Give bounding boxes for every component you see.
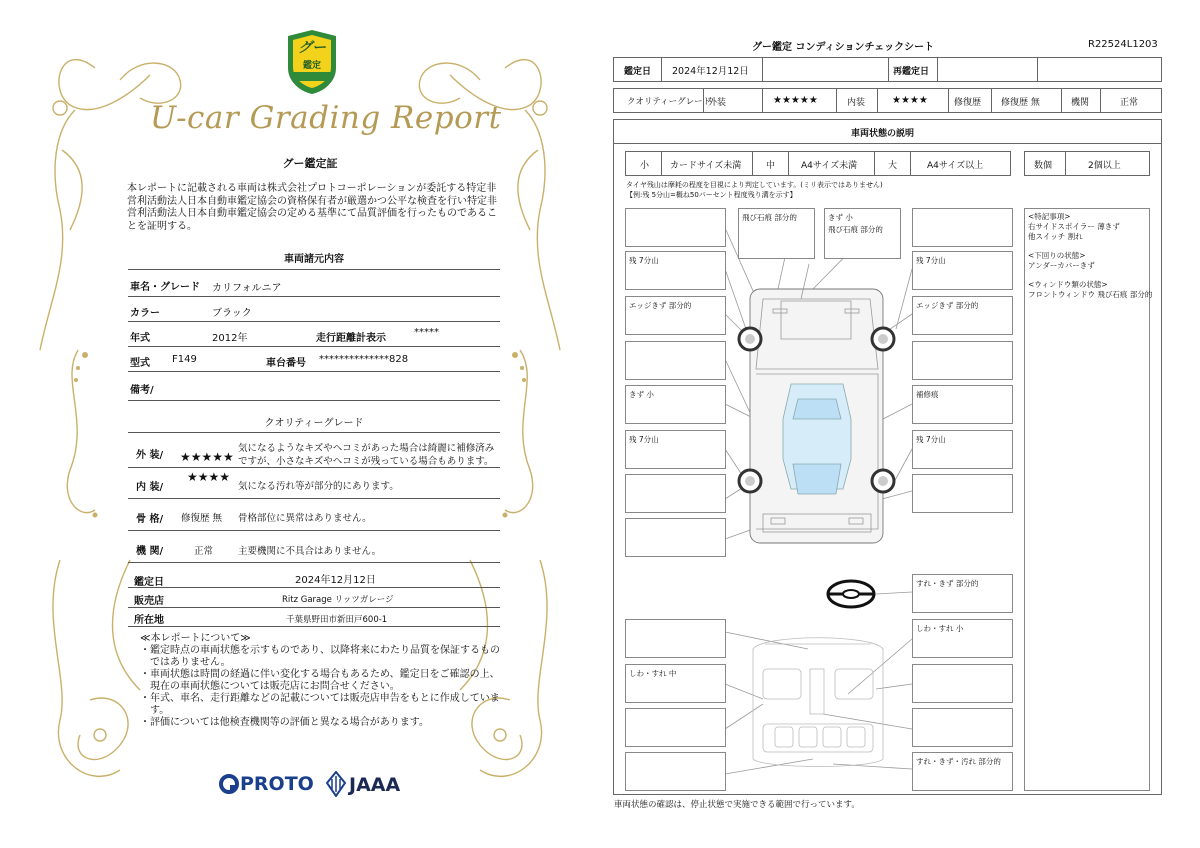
year-label: 年式	[130, 333, 150, 344]
notes-block	[140, 633, 500, 729]
sheet-title: グー鑑定 コンディションチェックシート	[752, 42, 935, 53]
engine-label: 機 関/	[136, 546, 164, 557]
sheet-date-value: 2024年12月12日	[672, 66, 749, 77]
note-item: ・評価については他検査機関等の評価と異なる場合があります。	[140, 717, 429, 728]
address-value: 千葉県野田市新田戸600-1	[286, 615, 388, 625]
damage-box	[912, 208, 1013, 247]
damage-box	[738, 208, 815, 259]
damage-box	[625, 296, 726, 335]
box-text: すれ・きず 部分的	[916, 579, 979, 588]
box-text: エッジきず 部分的	[629, 301, 692, 310]
exterior-desc-2: ですが、小さなキズやヘコミが残っている場合もあります。	[238, 456, 494, 467]
chassis-value: **************828	[319, 354, 409, 365]
divider	[128, 530, 500, 531]
tire-note-2: 【例:残 5分山=概ね50パーセント程度残り溝を示す】	[626, 191, 797, 199]
car-name-label: 車名・グレード	[130, 282, 200, 293]
steering-wheel-icon	[828, 581, 874, 607]
divider	[128, 400, 500, 401]
divider	[128, 371, 500, 372]
repair-value: 修復歴 無	[1001, 98, 1040, 108]
damage-box	[912, 385, 1013, 424]
damage-box	[625, 208, 726, 247]
divider	[128, 607, 500, 608]
box-text: 飛び石痕 部分的	[742, 213, 797, 222]
window-item: フロントウィンドウ 飛び石痕 部分的	[1028, 290, 1153, 299]
damage-box	[912, 296, 1013, 335]
damage-box	[912, 752, 1013, 791]
color-value: ブラック	[212, 308, 252, 319]
condition-title: 車両状態の説明	[851, 129, 915, 139]
specs-title: 車両諸元内容	[284, 254, 344, 265]
chassis-label: 車台番号	[266, 358, 306, 369]
box-text: 飛び石痕 部分的	[828, 225, 883, 234]
box-text: しわ・すれ 小	[916, 624, 964, 633]
car-name-value: カリフォルニア	[212, 283, 282, 294]
model-label: 型式	[130, 358, 150, 369]
box-text: きず 小	[828, 213, 853, 222]
box-text: 残 7分山	[916, 256, 946, 265]
dealer-label: 販売店	[134, 596, 164, 607]
divider	[128, 587, 500, 588]
damage-box	[625, 518, 726, 557]
box-text: 残 7分山	[916, 435, 946, 444]
tire-note-1: タイヤ残山は摩耗の程度を目視により判定しています。(ミリ表示ではありません)	[626, 181, 883, 189]
year-value: 2012年	[212, 333, 248, 344]
divider	[128, 562, 500, 563]
reappraisal-label: 再鑑定日	[893, 67, 930, 77]
damage-box	[625, 664, 726, 703]
window-title: <ウィンドウ類の状態>	[1028, 280, 1108, 289]
damage-box	[625, 385, 726, 424]
box-text: エッジきず 部分的	[916, 301, 979, 310]
damage-box	[824, 208, 901, 259]
box-text: 残 7分山	[629, 435, 659, 444]
note-item: ・年式、車名、走行距離などの記載については販売店申告をもとに作成しています。	[140, 693, 500, 716]
certificate-title: グー鑑定証	[282, 157, 338, 170]
size-mid: 中	[766, 161, 776, 171]
damage-box	[912, 430, 1013, 469]
interior-desc: 気になる汚れ等が部分的にあります。	[238, 481, 399, 492]
box-text: すれ・きず・汚れ 部分的	[916, 757, 1001, 766]
damage-box	[625, 752, 726, 791]
damage-box	[912, 341, 1013, 380]
color-label: カラー	[130, 308, 160, 319]
size-mid-desc: A4サイズ未満	[801, 161, 858, 171]
interior-label: 内 装/	[136, 482, 164, 493]
divider	[128, 498, 500, 499]
damage-box	[912, 708, 1013, 747]
sheet-code: R22524L1203	[1088, 39, 1158, 50]
frame-desc: 骨格部位に異常はありません。	[238, 513, 372, 524]
count-desc: 2個以上	[1088, 161, 1121, 171]
special-notes-box	[1024, 208, 1153, 791]
sheet-exterior-label: 外装	[708, 98, 727, 108]
frame-value: 修復歴 無	[181, 513, 223, 524]
damage-box	[625, 251, 726, 290]
mileage-label: 走行距離計表示	[316, 333, 386, 344]
sheet-interior-stars: ★★★★	[892, 95, 928, 106]
mileage-value: *****	[414, 327, 439, 338]
note-item: ・車両状態は時間の経過に伴い変化する場合もあるため、鑑定日をご確認の上、現在の車両状態については販売店にお問合せください。	[140, 669, 500, 692]
divider	[128, 321, 500, 322]
emblem-top-text: グー	[298, 40, 326, 56]
sheet-date-label: 鑑定日	[624, 67, 652, 77]
under-item: アンダーカバーきず	[1028, 261, 1095, 270]
sheet-engine-label: 機関	[1071, 98, 1090, 108]
jaaa-logo-icon	[326, 771, 346, 797]
damage-box	[912, 474, 1013, 513]
proto-logo: PROTO	[240, 773, 314, 795]
script-title: U-car Grading Report	[150, 100, 502, 136]
damage-box	[625, 619, 726, 658]
damage-box	[912, 251, 1013, 290]
sheet-footer: 車両状態の確認は、停止状態で実施できる範囲で行っています。	[614, 800, 860, 810]
engine-value: 正常	[194, 546, 214, 557]
size-large: 大	[888, 161, 898, 171]
quality-title: クオリティーグレード	[264, 418, 364, 429]
divider	[128, 467, 500, 468]
sheet-engine-value: 正常	[1120, 98, 1139, 108]
emblem-bottom-text: 鑑定	[302, 60, 321, 71]
cell	[1037, 57, 1162, 82]
certificate-intro: 本レポートに記載される車両は株式会社プロトコーポレーションが委託する特定非営利活動法人日本自動車鑑定協会の資格保有者が厳選かつ公平な検査を行い特定非営利活動法人日本自動車鑑定協会の定める基準にて品質評価を行ったものであることを証明する。	[127, 183, 497, 232]
notes-title: ≪本レポートについて≫	[140, 633, 251, 644]
proto-logo-icon	[218, 773, 240, 795]
size-small-desc: カードサイズ未満	[670, 161, 742, 171]
divider	[128, 626, 500, 627]
sheet-interior-label: 内装	[847, 98, 866, 108]
remarks-label: 備考/	[130, 385, 154, 396]
dealer-value: Ritz Garage リッツガレージ	[282, 595, 394, 605]
engine-desc: 主要機関に不具合はありません。	[238, 546, 382, 557]
box-text: しわ・すれ 中	[629, 669, 677, 678]
damage-box	[912, 619, 1013, 658]
repair-label: 修復歴	[954, 98, 982, 108]
damage-box	[625, 430, 726, 469]
size-small: 小	[640, 161, 650, 171]
damage-box	[625, 708, 726, 747]
damage-box	[912, 574, 1013, 613]
size-large-desc: A4サイズ以上	[927, 161, 984, 171]
special-item: 他スイッチ 割れ	[1028, 232, 1083, 241]
divider	[128, 269, 500, 270]
frame-label: 骨 格/	[136, 514, 164, 525]
note-item: ・鑑定時点の車両状態を示すものであり、以降将来にわたり品質を保証するものではありません。	[140, 645, 500, 668]
under-title: <下回りの状態>	[1028, 251, 1086, 260]
exterior-stars: ★★★★★	[180, 450, 234, 464]
divider	[128, 296, 500, 297]
divider	[128, 432, 500, 433]
model-value: F149	[172, 354, 197, 365]
exterior-desc-1: 気になるようなキズやヘコミがあった場合は綺麗に補修済み	[238, 443, 495, 454]
quality-grade-label: クオリティーグレード	[627, 97, 712, 107]
interior-stars: ★★★★	[187, 470, 231, 484]
jaaa-logo: JAAA	[349, 774, 401, 796]
address-label: 所在地	[134, 615, 164, 626]
date-label: 鑑定日	[134, 577, 164, 588]
special-item: 右サイドスポイラー 薄きず	[1028, 222, 1120, 231]
special-title: <特記事項>	[1028, 212, 1071, 221]
box-text: きず 小	[629, 390, 654, 399]
damage-box	[625, 474, 726, 513]
exterior-label: 外 装/	[136, 450, 164, 461]
damage-box	[625, 341, 726, 380]
date-value: 2024年12月12日	[295, 575, 376, 586]
count-label: 数個	[1034, 161, 1053, 171]
damage-box	[912, 664, 1013, 703]
divider	[128, 346, 500, 347]
box-text: 残 7分山	[629, 256, 659, 265]
box-text: 補修痕	[916, 390, 939, 399]
sheet-exterior-stars: ★★★★★	[773, 95, 818, 106]
